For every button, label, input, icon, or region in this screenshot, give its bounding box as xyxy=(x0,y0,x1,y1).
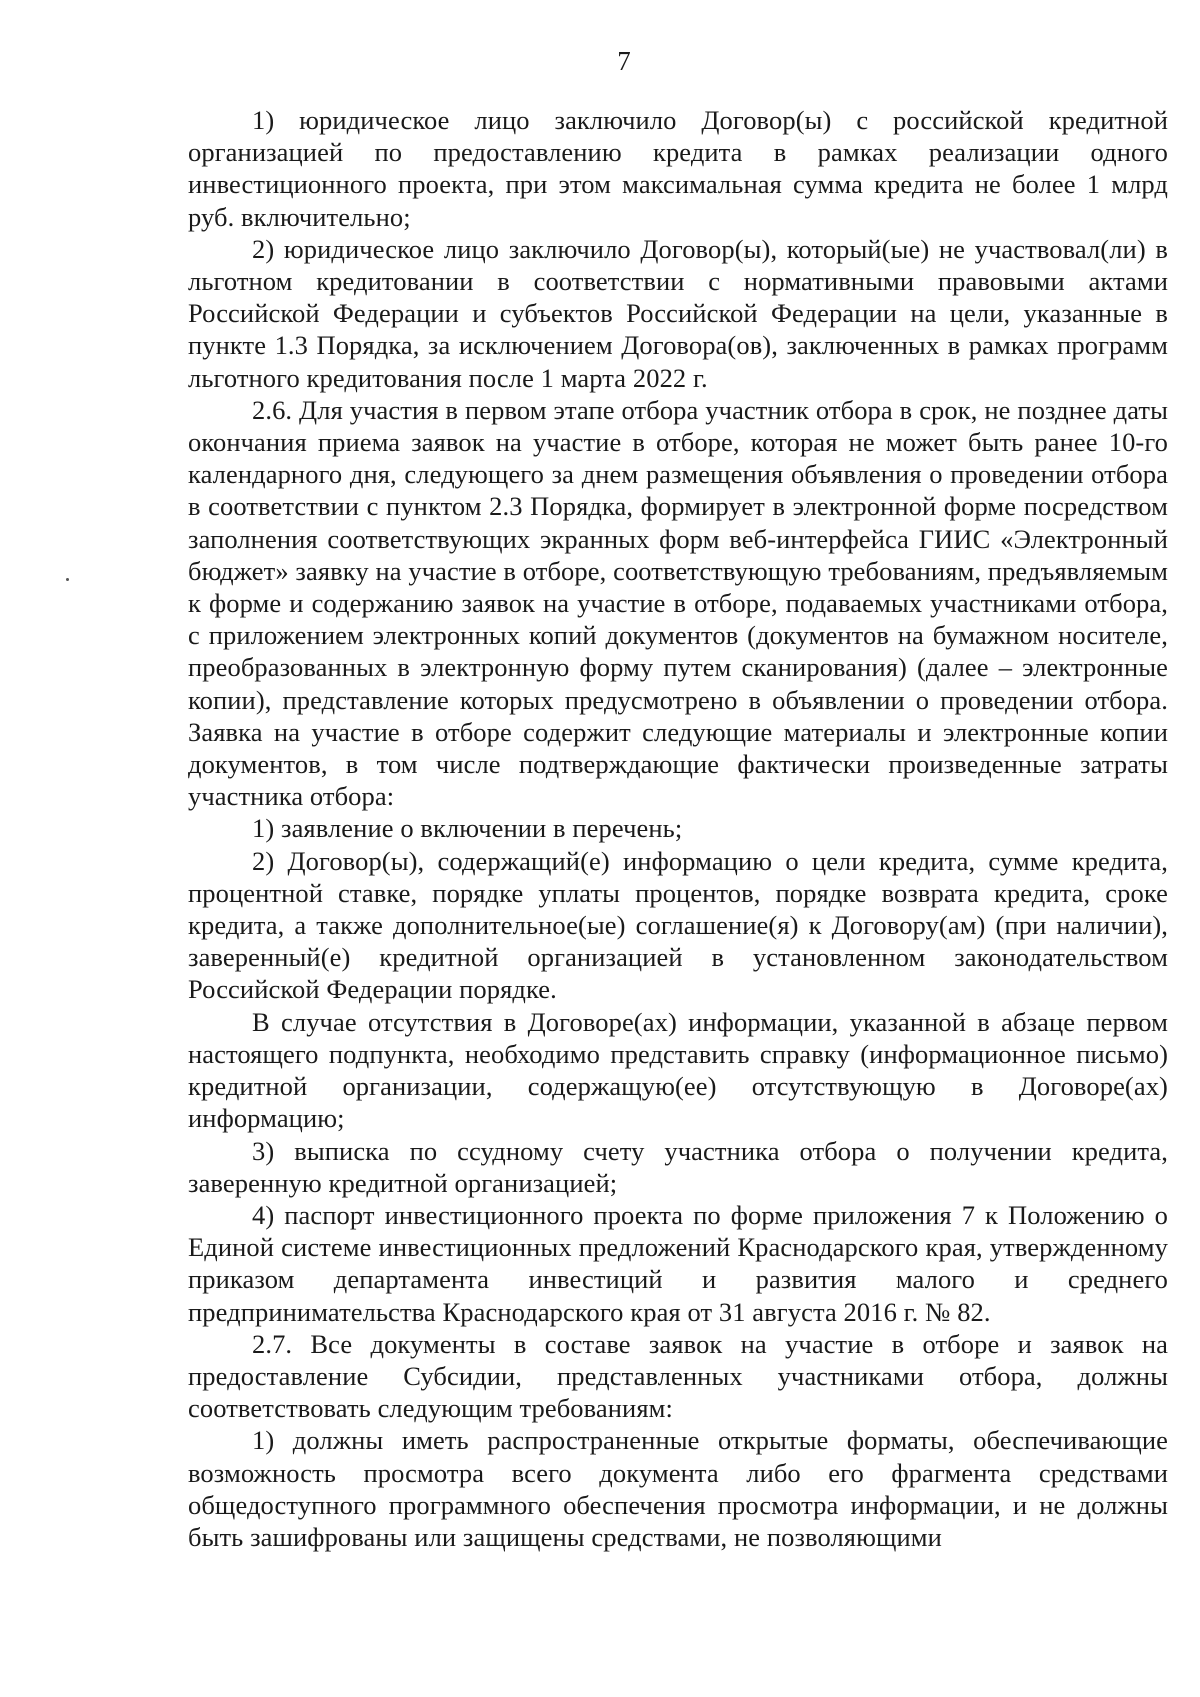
paragraph-2-6-item-2: 2) Договор(ы), содержащий(е) информацию о цели кредита, сумме кредита, процентной ставке, порядке уплаты процентов, порядке возврата кредита, сроке кредита, а также дополнительное(ые) соглашение(я) к Договору(ам) (при наличии), заверенный(е) кредитной организацией в установленном законодательством Российской Федерации порядке. xyxy=(188,845,1168,1005)
paragraph-2-7-item-1: 1) должны иметь распространенные открытые форматы, обеспечивающие возможность просмотра всего документа либо его фрагмента средствами общедоступного программного обеспечения просмотра информации, и не должны быть зашифрованы или защищены средствами, не позволяющими xyxy=(188,1425,1168,1552)
paragraph-2-6-item-2-note: В случае отсутствия в Договоре(ах) информации, указанной в абзаце первом настоящего подпункта, необходимо представить справку (информационное письмо) кредитной организации, содержащую(ее) отсутствующую в Договоре(ах) информацию; xyxy=(188,1006,1168,1134)
paragraph-2-6: 2.6. Для участия в первом этапе отбора участник отбора в срок, не позднее даты окончания приема заявок на участие в отборе, которая не может быть ранее 10-го календарного дня, следующего за днем размещения объявления о проведении отбора в соответствии с пунктом 2.3 Порядка, формирует в электронной форме посредством заполнения соответствующих экранных форм веб-интерфейса ГИИС «Электронный бюджет» заявку на участие в отборе, соответствующую требованиям, предъявляемым к форме и содержанию заявок на участие в отборе, подаваемых участниками отбора, с приложением электронных копий документов (документов на бумажном носителе, преобразованных в электронную форму путем сканирования) (далее – электронные копии), представление которых предусмотрено в объявлении о проведении отбора. Заявка на участие в отборе содержит следующие материалы и электронные копии документов, в том числе подтверждающие фактически произведенные затраты участника отбора: xyxy=(188,394,1168,812)
document-body xyxy=(188,104,1168,1553)
paragraph-2-6-item-3: 3) выписка по ссудному счету участника отбора о получении кредита, заверенную кредитной организацией; xyxy=(188,1135,1168,1198)
paragraph-2-6-item-1: 1) заявление о включении в перечень; xyxy=(252,813,683,844)
paragraph-2-6-item-4: 4) паспорт инвестиционного проекта по форме приложения 7 к Положению о Единой системе инвестиционных предложений Краснодарского края, утвержденному приказом департамента инвестиций и развития малого и среднего предпринимательства Краснодарского края от 31 августа 2016 г. № 82. xyxy=(188,1199,1168,1327)
paragraph-1-1: 1) юридическое лицо заключило Договор(ы) с российской кредитной организацией по предоставлению кредита в рамках реализации одного инвестиционного проекта, при этом максимальная сумма кредита не более 1 млрд руб. включительно; xyxy=(188,105,1168,232)
scan-speck xyxy=(66,578,69,581)
paragraph-1-2: 2) юридическое лицо заключило Договор(ы), который(ые) не участвовал(ли) в льготном кредитовании в соответствии с нормативными правовыми актами Российской Федерации и субъектов Российской Федерации на цели, указанные в пункте 1.3 Порядка, за исключением Договора(ов), заключенных в рамках программ льготного кредитования после 1 марта 2022 г. xyxy=(188,233,1168,393)
page-number: 7 xyxy=(617,46,631,76)
paragraph-2-7: 2.7. Все документы в составе заявок на участие в отборе и заявок на предоставление Субсидии, представленных участниками отбора, должны соответствовать следующим требованиям: xyxy=(188,1328,1168,1424)
